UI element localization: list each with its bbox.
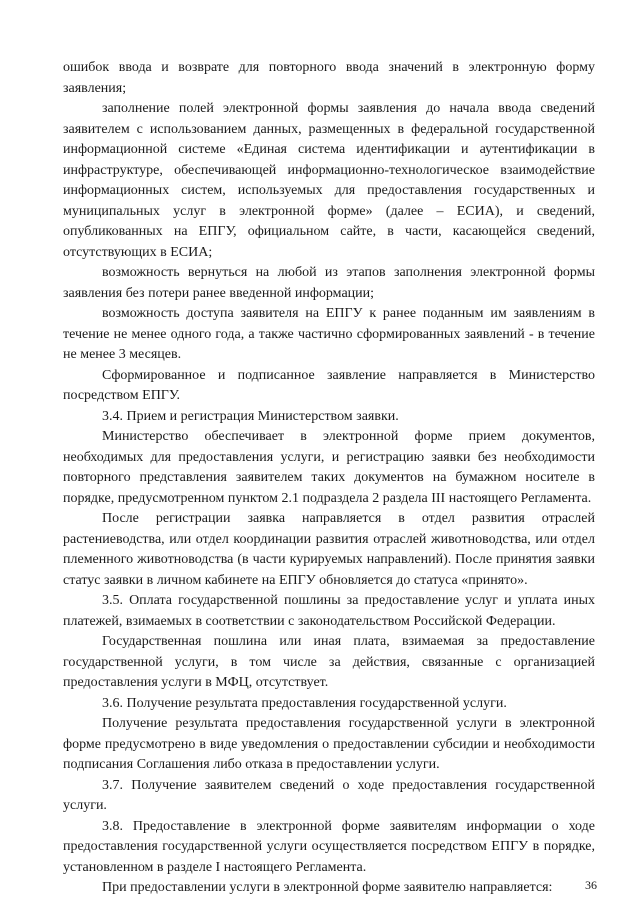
paragraph-continued: ошибок ввода и возврате для повторного ввода значений в электронную форму заявления; <box>63 60 595 96</box>
paragraph: Сформированное и подписанное заявление направляется в Министерство посредством ЕПГУ. <box>63 367 595 403</box>
section-heading: 3.8. Предоставление в электронной форме заявителям информации о ходе предоставления государственной услуги осуществляется посредством ЕПГУ в порядке, установленном в разделе I настоящего Регламента. <box>63 818 595 875</box>
page-number: 36 <box>585 878 597 892</box>
paragraph: Государственная пошлина или иная плата, взимаемая за предоставление государственной услуги, в том числе за действия, связанные с организацией предоставления услуги в МФЦ, отсутствует. <box>63 634 595 690</box>
document-body <box>63 58 595 899</box>
paragraph: возможность вернуться на любой из этапов заполнения электронной формы заявления без потери ранее введенной информации; <box>63 265 595 301</box>
section-heading: 3.7. Получение заявителем сведений о ходе предоставления государственной услуги. <box>63 777 595 813</box>
paragraph: После регистрации заявка направляется в отдел развития отраслей растениеводства, или отдел координации развития отраслей животноводства, или отдел племенного животноводства (в части курируемых направлений). После принятия заявки статус заявки в личном кабинете на ЕПГУ обновляется до статуса «принято». <box>63 511 595 588</box>
paragraph: возможность доступа заявителя на ЕПГУ к ранее поданным им заявлениям в течение не менее одного года, а также частично сформированных заявлений - в течение не менее 3 месяцев. <box>63 306 595 362</box>
paragraph: При предоставлении услуги в электронной форме заявителю направляется: <box>102 880 553 895</box>
paragraph: заполнение полей электронной формы заявления до начала ввода сведений заявителем с использованием данных, размещенных в федеральной государственной информационной системе «Единая система идентификации и аутентификации в инфраструктуре, обеспечивающей информационно-технологическое взаимодействие информационных систем, используемых для предоставления государственных и муниципальных услуг в электронной форме» (далее – ЕСИА), и сведений, опубликованных на ЕПГУ, официальном сайте, в части, касающейся сведений, отсутствующих в ЕСИА; <box>63 101 595 260</box>
paragraph: Министерство обеспечивает в электронной форме прием документов, необходимых для предоставления услуги, и регистрацию заявки без необходимости повторного представления заявителем таких документов на бумажном носителе в порядке, предусмотренном пунктом 2.1 подраздела 2 раздела III настоящего Регламента. <box>63 429 595 506</box>
section-heading: 3.6. Получение результата предоставления государственной услуги. <box>102 695 507 711</box>
section-heading: 3.5. Оплата государственной пошлины за предоставление услуг и уплата иных платежей, взимаемых в соответствии с законодательством Российской Федерации. <box>63 593 595 629</box>
paragraph: Получение результата предоставления государственной услуги в электронной форме предусмотрено в виде уведомления о предоставлении субсидии и необходимости подписания Соглашения либо отказа в предоставлении услуги. <box>63 716 595 772</box>
section-heading: 3.4. Прием и регистрация Министерством заявки. <box>102 408 399 424</box>
